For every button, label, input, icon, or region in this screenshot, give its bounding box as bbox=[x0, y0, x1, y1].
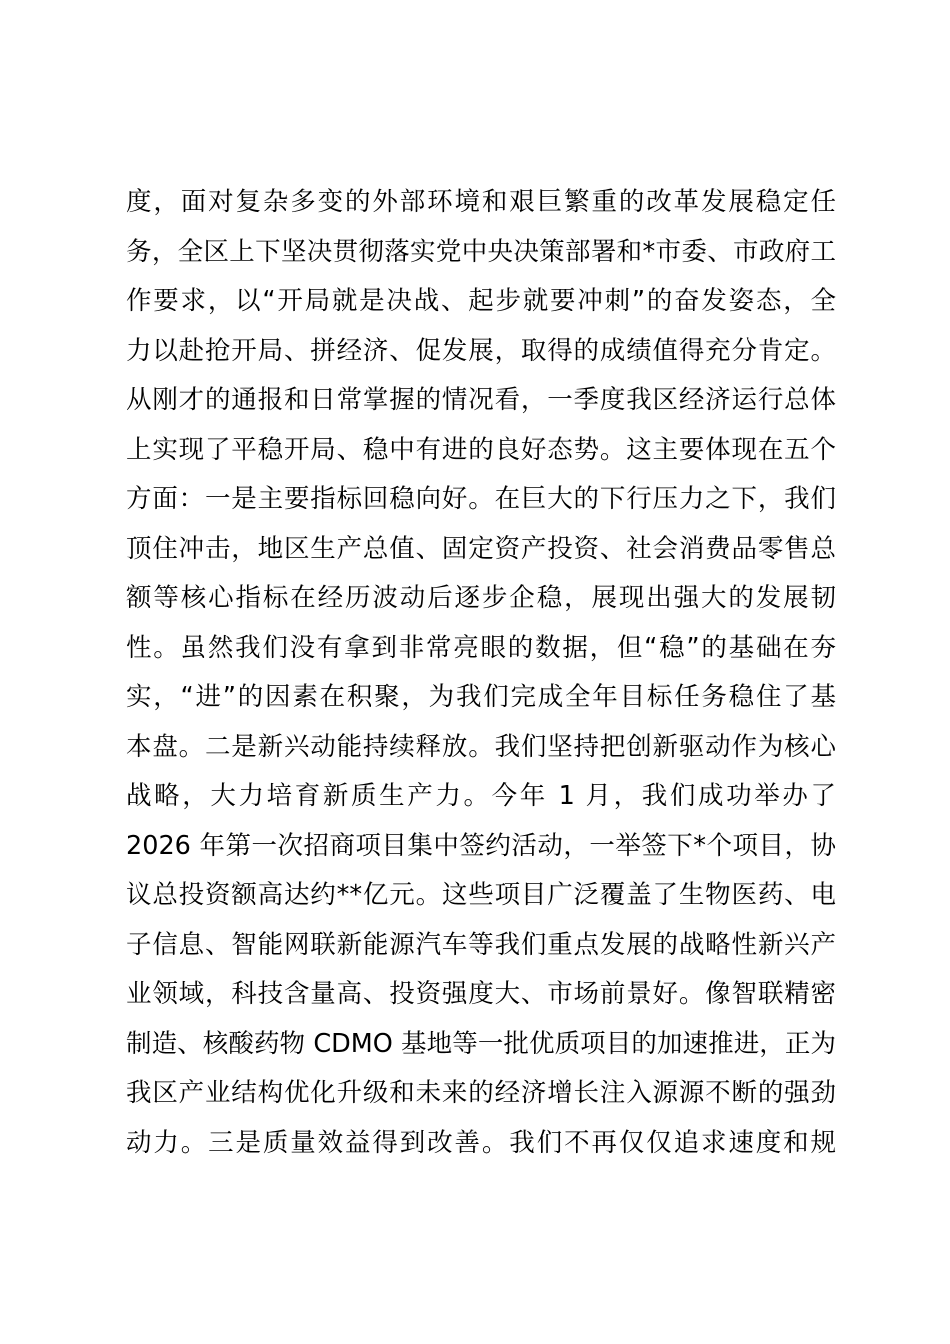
text-line: 业领域，科技含量高、投资强度大、市场前景好。像智联精密 bbox=[126, 979, 836, 1009]
text-line: 从刚才的通报和日常掌握的情况看，一季度我区经济运行总体 bbox=[126, 385, 836, 415]
text-line: 务，全区上下坚决贯彻落实党中央决策部署和*市委、市政府工 bbox=[126, 236, 836, 267]
text-line: 实，“进”的因素在积聚，为我们完成全年目标任务稳住了基 bbox=[126, 682, 836, 712]
text-line: 子信息、智能网联新能源汽车等我们重点发展的战略性新兴产 bbox=[126, 929, 836, 960]
text-line: 作要求，以“开局就是决战、起步就要冲刺”的奋发姿态，全 bbox=[126, 286, 836, 316]
text-line: 上实现了平稳开局、稳中有进的良好态势。这主要体现在五个 bbox=[126, 434, 836, 465]
text-line: 我区产业结构优化升级和未来的经济增长注入源源不断的强劲 bbox=[126, 1078, 836, 1108]
body-text bbox=[126, 178, 836, 1168]
text-line: 性。虽然我们没有拿到非常亮眼的数据，但“稳”的基础在夯 bbox=[126, 632, 836, 663]
text-line: 议总投资额高达约**亿元。这些项目广泛覆盖了生物医药、电 bbox=[126, 880, 836, 910]
text-line: 本盘。二是新兴动能持续释放。我们坚持把创新驱动作为核心 bbox=[126, 731, 836, 762]
text-line: 制造、核酸药物 CDMO 基地等一批优质项目的加速推进，正为 bbox=[126, 1028, 836, 1059]
text-line: 顶住冲击，地区生产总值、固定资产投资、社会消费品零售总 bbox=[126, 533, 836, 564]
text-line: 度，面对复杂多变的外部环境和艰巨繁重的改革发展稳定任 bbox=[126, 187, 836, 217]
text-line: 动力。三是质量效益得到改善。我们不再仅仅追求速度和规 bbox=[126, 1127, 836, 1158]
text-line: 战略，大力培育新质生产力。今年 1 月，我们成功举办了 bbox=[126, 781, 836, 811]
text-line: 方面：一是主要指标回稳向好。在巨大的下行压力之下，我们 bbox=[126, 484, 836, 514]
text-line: 额等核心指标在经历波动后逐步企稳，展现出强大的发展韧 bbox=[126, 583, 836, 613]
text-line: 力以赴抢开局、拼经济、促发展，取得的成绩值得充分肯定。 bbox=[126, 335, 836, 366]
text-line: 2026 年第一次招商项目集中签约活动，一举签下*个项目，协 bbox=[126, 830, 836, 861]
